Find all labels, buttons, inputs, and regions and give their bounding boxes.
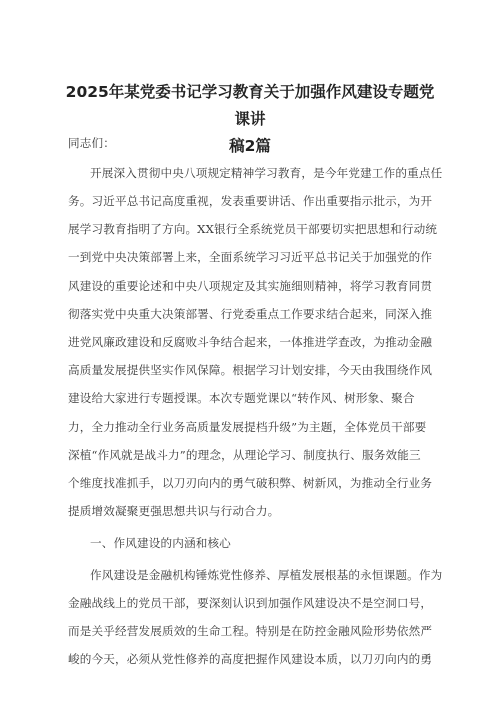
document-title	[60, 79, 440, 160]
paragraph-1-line: 高质量发展提供坚实作风保障。根据学习计划安排，今天由我围绕作风	[68, 363, 433, 377]
title-line-1: 2025年某党委书记学习教育关于加强作风建设专题党课讲	[65, 83, 435, 128]
paragraph-2-line: 作风建设是金融机构锤炼党性修养、厚植发展根基的永恒课题。作为	[90, 568, 443, 582]
paragraph-1-line: 建设给大家进行专题授课。本次专题党课以“转作风、树形象、聚合	[68, 391, 415, 405]
paragraph-1-line: 风建设的重要论述和中央八项规定及其实施细则精神，将学习教育同贯	[68, 279, 433, 293]
paragraph-2-line: 而是关乎经营发展质效的生命工程。特别是在防控金融风险形势依然严	[68, 624, 433, 638]
paragraph-2-line: 金融战线上的党员干部，要深刻认识到加强作风建设决不是空洞口号，	[68, 596, 433, 610]
salutation: 同志们：	[68, 136, 115, 150]
paragraph-1-line: 进党风廉政建设和反腐败斗争结合起来，一体推进学查改，为推动金融	[68, 335, 433, 349]
paragraph-1-line: 提质增效凝聚更强思想共识与行动合力。	[68, 504, 280, 518]
paragraph-2-line: 峻的今天，必须从党性修养的高度把握作风建设本质，以刀刃向内的勇	[68, 652, 433, 666]
paragraph-1-line: 务。习近平总书记高度重视，发表重要讲话、作出重要指示批示，为开	[68, 194, 433, 208]
section-1-heading: 一、作风建设的内涵和核心	[90, 536, 231, 550]
paragraph-1-line: 一到党中央决策部署上来，全面系统学习习近平总书记关于加强党的作	[68, 250, 433, 264]
paragraph-1-line: 开展深入贯彻中央八项规定精神学习教育，是今年党建工作的重点任	[90, 166, 443, 180]
title-line-2: 稿2篇	[229, 137, 271, 155]
paragraph-1-line: 彻落实党中央重大决策部署、行党委重点工作要求结合起来，同深入推	[68, 307, 433, 321]
paragraph-1-line: 深植“作风就是战斗力”的理念，从理论学习、制度执行、服务效能三	[68, 448, 421, 462]
paragraph-1-line: 力，全力推动全行业务高质量发展提档升级”为主题，全体党员干部要	[68, 420, 427, 434]
paragraph-1-line: 个维度找准抓手，以刀刃向内的勇气破积弊、树新风，为推动全行业务	[68, 476, 433, 490]
paragraph-1-line: 展学习教育指明了方向。XX银行全系统党员干部要切实把思想和行动统	[68, 222, 438, 236]
